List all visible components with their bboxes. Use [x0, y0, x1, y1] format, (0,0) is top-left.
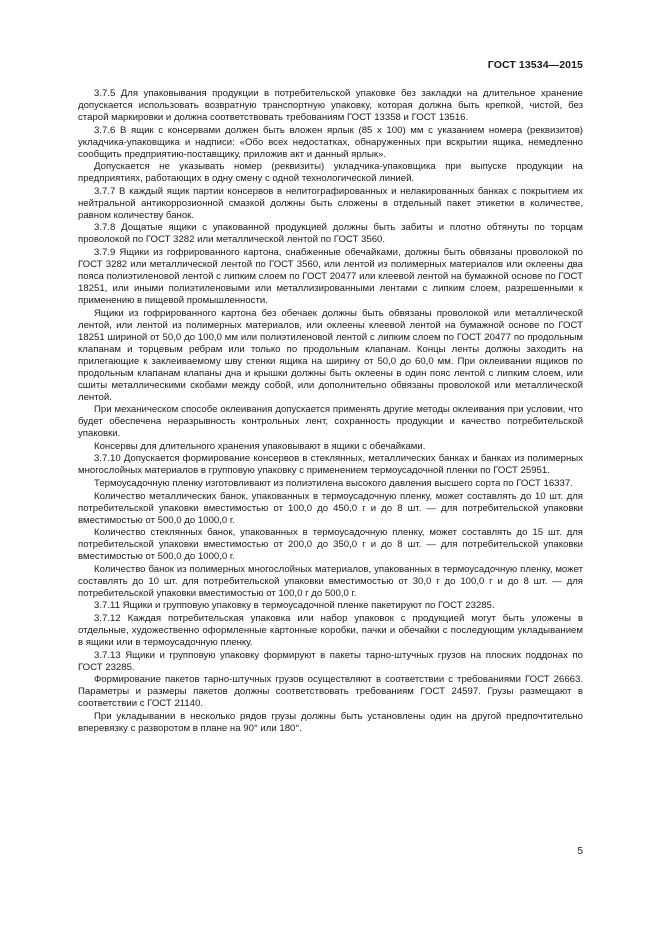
paragraph-3-7-5: 3.7.5 Для упаковывания продукции в потребительской упаковке без закладки на длительное хранение допускается использовать возвратную транспортную упаковку, которая должна быть крепкой, чистой, без старой маркировки и должна соответствовать требованиям ГОСТ 13358 и ГОСТ 13516.: [78, 88, 583, 123]
paragraph: Ящики из гофрированного картона без обечаек должны быть обвязаны проволокой или металлической лентой, или лентой из полимерных материалов, или оклеены клеевой лентой на бумажной основе по ГОСТ 18251 шириной от 50,0 до 100,0 мм или полиэтиленовой лентой с липким слоем по ГОСТ 20477 по продольным клапанам и торцевым ребрам или только по продольным клапанам. Концы ленты должны заходить на прилегающие к заклеиваемому шву стенки ящика на ширину от 50,0 до 60,0 мм. При оклеивании ящиков по продольным клапанам клапаны дна и крышки должны быть оклеены в один пояс лентой с липким слоем, или сшиты металлическими скобами между собой, или дополнительно обвязаны проволокой или металлической лентой.: [78, 307, 583, 403]
paragraph-3-7-9: 3.7.9 Ящики из гофрированного картона, снабженные обечайками, должны быть обвязаны проволокой по ГОСТ 3282 или металлической лентой по ГОСТ 3560, или лентой из полимерных материалов или оклеены два пояса полиэтиленовой лентой с липким слоем по ГОСТ 20477 или клеевой лентой на бумажной основе по ГОСТ 18251, или иными полиэтиленовыми или металлизированными лентами с липким слоем, разрешенными к применению в пищевой промышленности.: [78, 246, 583, 306]
document-id-header: ГОСТ 13534—2015: [487, 59, 583, 71]
paragraph: При укладывании в несколько рядов грузы должны быть установлены один на другой предпочтительно вперевязку с разворотом в плане на 90° или 180°.: [78, 710, 583, 734]
paragraph-3-7-10: 3.7.10 Допускается формирование консервов в стеклянных, металлических банках и банках из полимерных многослойных материалов в групповую упаковку с применением термоусадочной пленки по ГОСТ 25951.: [78, 453, 583, 477]
page-number: 5: [577, 846, 583, 857]
paragraph-3-7-6: 3.7.6 В ящик с консервами должен быть вложен ярлык (85 х 100) мм с указанием номера (реквизитов) укладчика-упаковщика и надписи: «Обо всех недостатках, обнаруженных при вскрытии ящика, немедленно сообщить предприятию-поставщику, приложив акт и данный ярлык».: [78, 124, 583, 160]
paragraph: Количество банок из полимерных многослойных материалов, упакованных в термоусадочную пленку, может составлять до 10 шт. для потребительской упаковки вместимостью от 30,0 г до 100,0 г и до 8 шт. — для потребительской упаковки вместимостью от 100,0 г до 500,0 г.: [78, 563, 583, 599]
paragraph: Допускается не указывать номер (реквизиты) укладчика-упаковщика при выпуске продукции на предприятиях, работающих в одну смену с одной технологической линией.: [78, 161, 583, 185]
paragraph-3-7-13: 3.7.13 Ящики и групповую упаковку формируют в пакеты тарно-штучных грузов на плоских поддонах по ГОСТ 23285.: [78, 649, 583, 673]
paragraph-3-7-12: 3.7.12 Каждая потребительская упаковка или набор упаковок с продукцией могут быть уложены в отдельные, художественно оформленные картонные коробки, пачки и обечайки с последующим укладыванием в ящики или в термоусадочную пленку.: [78, 612, 583, 648]
paragraph: Термоусадочную пленку изготовливают из полиэтилена высокого давления высшего сорта по ГОСТ 16337.: [94, 477, 573, 489]
paragraph: При механическом способе оклеивания допускается применять другие методы оклеивания при условии, что будет обеспечена неразрывность контрольных лент, сохранность продукции и качество потребительской упаковки.: [78, 404, 583, 440]
document-body: [78, 88, 583, 735]
paragraph: Количество стеклянных банок, упакованных в термоусадочную пленку, может составлять до 15 шт. для потребительской упаковки вместимостью от 200,0 до 350,0 г и до 8 шт. — для потребительской упаковки вместимостью от 500,0 до 1000,0 г.: [78, 527, 583, 563]
paragraph: Количество металлических банок, упакованных в термоусадочную пленку, может составлять до 10 шт. для потребительской упаковки вместимостью от 100,0 до 450,0 г и до 8 шт. — для потребительской упаковки вместимостью от 500,0 до 1000,0 г.: [78, 490, 583, 526]
paragraph: Консервы для длительного хранения упаковывают в ящики с обечайками.: [94, 440, 426, 452]
paragraph: Формирование пакетов тарно-штучных грузов осуществляют в соответствии с требованиями ГОСТ 26663. Параметры и размеры пакетов должны соответствовать требованиям ГОСТ 24597. Грузы размещают в соответствии с ГОСТ 21140.: [78, 674, 583, 710]
paragraph-3-7-11: 3.7.11 Ящики и групповую упаковку в термоусадочной пленке пакетируют по ГОСТ 23285.: [94, 600, 495, 612]
paragraph-3-7-7: 3.7.7 В каждый ящик партии консервов в нелитографированных и нелакированных банках с покрытием их нейтральной антикоррозионной смазкой должны быть сложены в отдельный пакет этикетки в количестве, равном количеству банок.: [78, 185, 583, 221]
paragraph-3-7-8: 3.7.8 Дощатые ящики с упакованной продукцией должны быть забиты и плотно обтянуты по торцам проволокой по ГОСТ 3282 или металлической лентой по ГОСТ 3560.: [78, 222, 583, 246]
